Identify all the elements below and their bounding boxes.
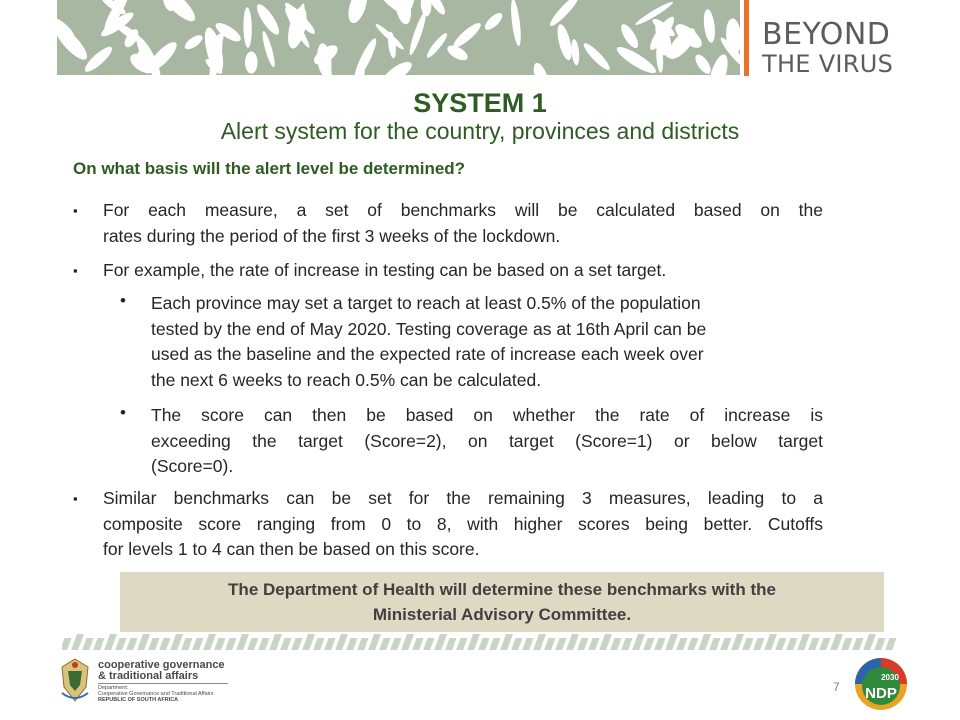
bullet-line: (Score=0). [151, 456, 234, 476]
cogta-name-line-2: & traditional affairs [98, 670, 199, 682]
cogta-divider [98, 683, 228, 684]
brand-accent-bar [744, 0, 749, 76]
bullet-line: composite score ranging from 0 to 8, with higher scores being better. Cutoffs [103, 513, 823, 534]
beyond-the-virus-logo [762, 17, 922, 78]
subbullet-province-target [151, 291, 825, 393]
leaf-shape [245, 51, 258, 73]
square-bullet-icon: ▪ [73, 263, 78, 278]
bullet-line: Each province may set a target to reach at least 0.5% of the population [151, 293, 701, 313]
slide-title: SYSTEM 1 [413, 88, 547, 118]
cogta-dept-name: Cooperative Governance and Traditional Affairs [98, 691, 214, 697]
round-bullet-icon: • [120, 403, 126, 422]
ndp-label: NDP [865, 685, 897, 702]
leaf-pattern-graphic [57, 0, 740, 75]
square-bullet-icon: ▪ [73, 491, 78, 506]
bullet-line: For example, the rate of increase in testing can be based on a set target. [103, 260, 667, 280]
bullet-line: The score can then be based on whether the rate of increase is [151, 405, 823, 425]
bullet-line: Similar benchmarks can be set for the remaining 3 measures, leading to a [103, 488, 823, 508]
bullet-line: for levels 1 to 4 can then be based on this score. [103, 539, 480, 559]
bullet-line: rates during the period of the first 3 weeks of the lockdown. [103, 225, 561, 246]
cogta-dept-label: Department: [98, 685, 129, 691]
brand-line-1: BEYOND [762, 17, 891, 52]
bullet-similar-benchmarks [103, 486, 823, 563]
bullet-line: exceeding the target (Score=2), on target (Score=1) or below target [151, 430, 823, 451]
page-number: 7 [833, 680, 840, 694]
bottom-pattern-graphic [62, 634, 896, 650]
section-question: On what basis will the alert level be determined? [73, 159, 466, 178]
bullet-benchmarks [103, 198, 823, 249]
cogta-logo [58, 657, 238, 707]
bullet-line: tested by the end of May 2020. Testing coverage as at 16th April can be [151, 318, 707, 339]
bullet-example [103, 258, 823, 284]
square-bullet-icon: ▪ [73, 203, 78, 218]
bottom-pattern-strip [62, 634, 896, 650]
brand-line-2: THE VIRUS [762, 50, 894, 78]
slide-subtitle: Alert system for the country, provinces and districts [220, 118, 740, 144]
callout-line-2: Ministerial Advisory Committee. [372, 605, 632, 624]
ndp-year: 2030 [881, 673, 899, 682]
bullet-line: the next 6 weeks to reach 0.5% can be calculated. [151, 369, 542, 390]
round-bullet-icon: • [120, 291, 126, 310]
department-callout-box [120, 572, 884, 632]
bullet-line: used as the baseline and the expected rate of increase each week over [151, 344, 704, 364]
bullet-line: For each measure, a set of benchmarks will be calculated based on the [103, 200, 823, 220]
ndp-2030-logo [853, 656, 909, 712]
leaf-pattern-banner [57, 0, 740, 75]
coat-of-arms-icon [58, 657, 92, 703]
cogta-name-line-1: cooperative governance [98, 659, 225, 671]
cogta-country: REPUBLIC OF SOUTH AFRICA [98, 697, 179, 703]
subbullet-score [151, 403, 823, 480]
callout-line-1: The Department of Health will determine these benchmarks with the [228, 580, 776, 599]
